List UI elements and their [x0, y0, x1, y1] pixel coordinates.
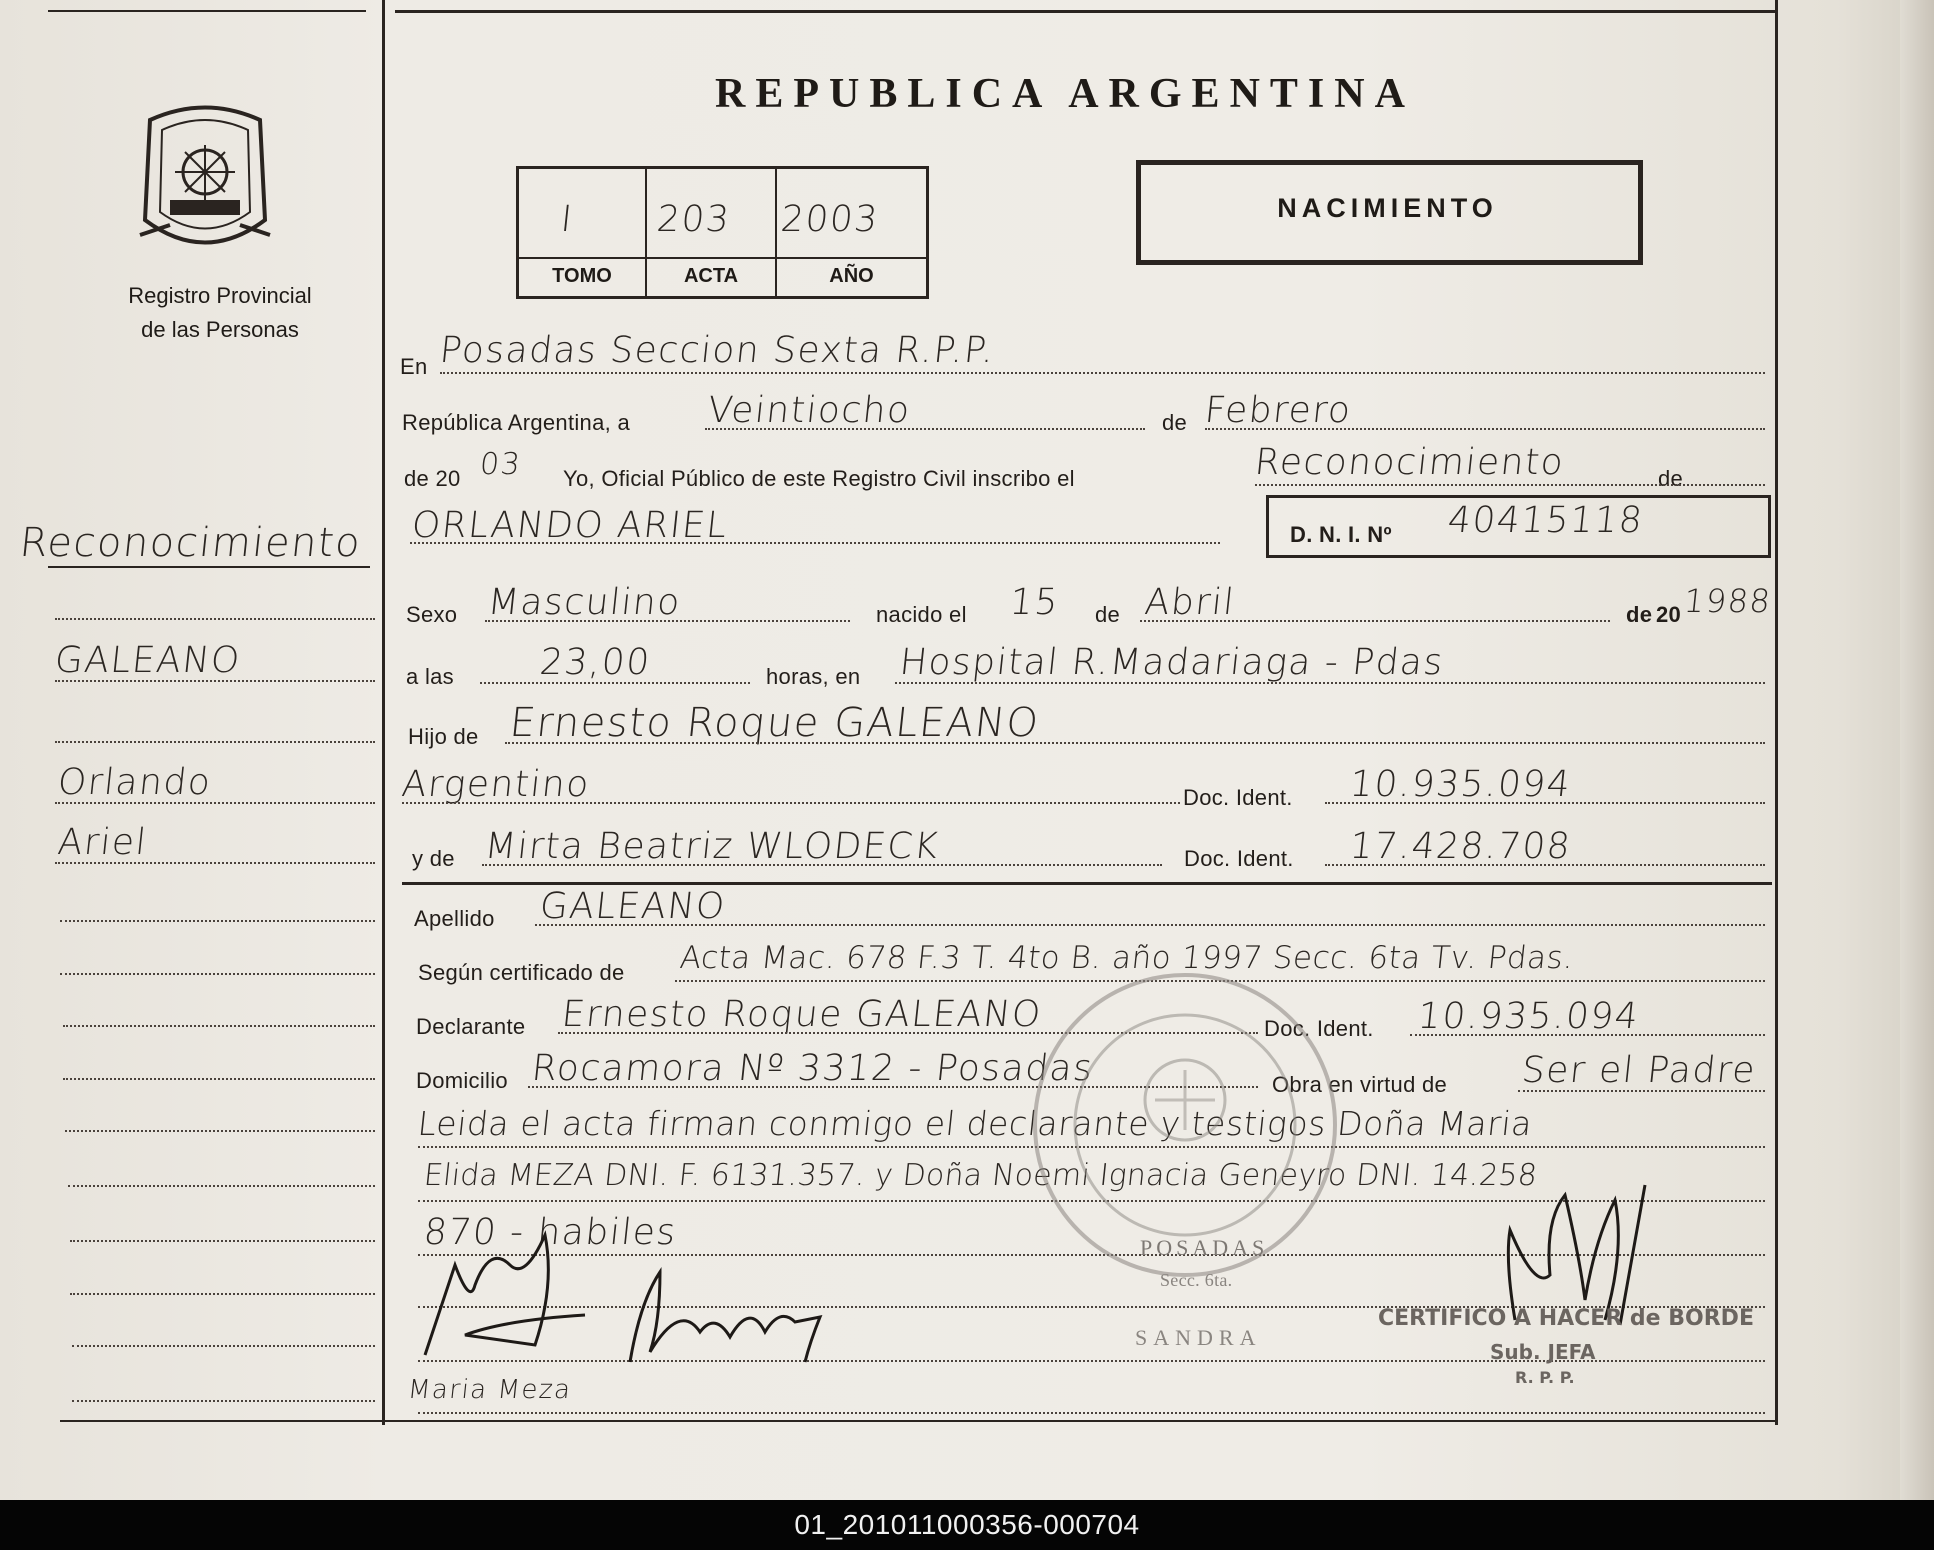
acta-value: 203 [654, 199, 733, 240]
value-mother: Mirta Beatriz WLODECK [482, 826, 942, 867]
top-rule-right [395, 10, 1775, 13]
provincial-seal-icon [130, 100, 280, 260]
registry-name-line2: de las Personas [141, 317, 299, 342]
value-day-words: Veintiocho [705, 390, 913, 431]
value-dni: 40415118 [1445, 500, 1646, 541]
label-doc-ident-3: Doc. Ident. [1264, 1016, 1374, 1041]
margin-name1: Orlando [55, 762, 214, 803]
label-doc-ident-1: Doc. Ident. [1183, 785, 1293, 810]
stamp-city: POSADAS [1140, 1235, 1269, 1260]
value-birth-place: Hospital R.Madariaga - Pdas [897, 642, 1446, 683]
dotline-reason [1518, 1090, 1765, 1092]
dotline-birth-month [1140, 620, 1610, 622]
value-certificate: Acta Mac. 678 F.3 T. 4to B. año 1997 Secc. 6ta Tv. Pdas. [678, 940, 1576, 976]
dotline-day [705, 428, 1145, 430]
page-title: REPUBLICA ARGENTINA [715, 71, 1415, 117]
label-nacido-el: nacido el [876, 602, 967, 627]
dotline-nationality [402, 802, 1180, 804]
margin-dotline [72, 1400, 375, 1402]
label-segun-certificado: Según certificado de [418, 960, 625, 985]
label-hijo-de: Hijo de [408, 724, 479, 749]
label-de-birth-month: de [1095, 602, 1121, 627]
dotline-note6 [418, 1412, 1765, 1414]
label-y-de: y de [412, 846, 455, 871]
dotline-declarant-doc [1410, 1034, 1765, 1036]
value-mother-doc: 17.428.708 [1347, 826, 1574, 867]
record-box-divider [519, 257, 926, 259]
tomo-cell [519, 169, 647, 257]
value-year-suffix: 03 [478, 447, 524, 482]
value-father: Ernesto Roque GALEANO [507, 700, 1042, 746]
value-act: Reconocimiento [1252, 442, 1567, 483]
value-declarant: Ernesto Roque GALEANO [559, 994, 1044, 1035]
record-number-box [516, 166, 929, 299]
margin-name2: Ariel [55, 822, 150, 863]
margin-dotline [70, 1240, 375, 1242]
margin-dotline [63, 1025, 375, 1027]
label-de-year: de [1626, 602, 1653, 627]
label-domicilio: Domicilio [416, 1068, 508, 1093]
registry-name-line1: Registro Provincial [128, 283, 312, 308]
label-declarante: Declarante [416, 1014, 526, 1039]
label-doc-ident-2: Doc. Ident. [1184, 846, 1294, 871]
signature-left-icon [415, 1225, 605, 1365]
tomo-value: I [558, 199, 576, 240]
label-a-las: a las [406, 664, 454, 689]
signature-block-line1: CERTIFICO A HACER de BORDE [1378, 1306, 1754, 1331]
margin-dotline [55, 680, 375, 682]
value-birth-month: Abril [1142, 582, 1237, 623]
signature-center-icon [620, 1262, 840, 1372]
dotline-sex [485, 620, 850, 622]
dotline-mother-doc [1325, 864, 1765, 866]
label-apellido: Apellido [414, 906, 495, 931]
dotline-act [1255, 484, 1765, 486]
value-note-line2: Elida MEZA DNI. F. 6131.357. y Doña Noemi Ignacia Geneyro DNI. 14.258 [422, 1158, 1539, 1193]
value-place: Posadas Seccion Sexta R.P.P. [437, 330, 997, 371]
value-father-doc: 10.935.094 [1347, 764, 1574, 805]
dotline-father-doc [1325, 802, 1765, 804]
value-note-line3: 870 - habiles [421, 1212, 679, 1253]
value-sex: Masculino [485, 582, 683, 623]
label-de-month: de [1162, 410, 1188, 435]
label-obra: Obra en virtud de [1272, 1072, 1448, 1097]
margin-dotline [70, 1293, 375, 1295]
stamp-bottom: SANDRA [1135, 1325, 1262, 1350]
value-birth-year: 1988 [1682, 582, 1774, 620]
document-type-label: NACIMIENTO [1277, 193, 1498, 223]
right-column-border [1775, 0, 1778, 1425]
label-horas-en: horas, en [766, 664, 861, 689]
value-note-line1: Leida el acta firman conmigo el declarante y testigos Doña Maria [415, 1104, 1535, 1143]
top-rule-left [48, 10, 366, 12]
margin-dotline [55, 862, 375, 864]
value-surname: GALEANO [537, 886, 728, 927]
dotline-names [410, 542, 1220, 544]
section-rule [402, 882, 1772, 885]
label-en: En [400, 354, 428, 379]
margin-dotline [60, 920, 375, 922]
dotline-surname [535, 924, 1765, 926]
dotline-father [505, 742, 1765, 744]
margin-dotline [55, 802, 375, 804]
official-stamp-icon [1030, 970, 1340, 1280]
dotline-mother [482, 864, 1162, 866]
binding-edge [1900, 0, 1934, 1500]
value-father-nationality: Argentino [399, 764, 592, 805]
value-birth-hour: 23,00 [537, 642, 653, 683]
dotline-place [440, 372, 1765, 374]
value-declarant-doc: 10.935.094 [1415, 996, 1642, 1037]
signature-block-line2: Sub. JEFA [1490, 1340, 1596, 1364]
value-month: Febrero [1202, 390, 1354, 431]
margin-dotline [65, 1130, 375, 1132]
margin-dotline [68, 1185, 375, 1187]
value-child-names: ORLANDO ARIEL [409, 505, 731, 546]
margin-surname: GALEANO [52, 640, 243, 681]
margin-dotline [60, 973, 375, 975]
ano-value: 2003 [778, 199, 881, 240]
value-reason: Ser el Padre [1519, 1050, 1759, 1091]
label-yo-oficial: Yo, Oficial Público de este Registro Civil inscribo el [563, 466, 1075, 491]
tomo-label: TOMO [552, 265, 612, 287]
signature-block-line3: R. P. P. [1515, 1368, 1575, 1387]
dotline-month [1205, 428, 1765, 430]
value-birth-day: 15 [1007, 582, 1061, 623]
label-year-prefix: 20 [1656, 602, 1682, 627]
value-address: Rocamora Nº 3312 - Posadas [529, 1048, 1096, 1089]
margin-dotline [72, 1345, 375, 1347]
margin-dotline [55, 618, 375, 620]
dotline-hour [480, 682, 750, 684]
ano-label: AÑO [829, 265, 874, 287]
bottom-rule [60, 1420, 1775, 1422]
stamp-section: Secc. 6ta. [1160, 1270, 1233, 1290]
dotline-birth-place [895, 682, 1765, 684]
label-de-20: de 20 [404, 466, 461, 491]
left-column-border [382, 0, 385, 1425]
margin-note-title: Reconocimiento [17, 520, 364, 566]
label-republica: República Argentina, a [402, 410, 630, 435]
acta-label: ACTA [683, 265, 739, 287]
label-sexo: Sexo [406, 602, 458, 627]
label-dni: D. N. I. Nº [1290, 522, 1392, 547]
signature-bottom: Maria Meza [406, 1375, 574, 1405]
label-de-after: de [1658, 466, 1684, 491]
margin-note-underline [48, 566, 370, 568]
margin-dotline [55, 741, 375, 743]
image-id-footer: 01_201011000356-000704 [0, 1500, 1934, 1550]
margin-dotline [63, 1078, 375, 1080]
